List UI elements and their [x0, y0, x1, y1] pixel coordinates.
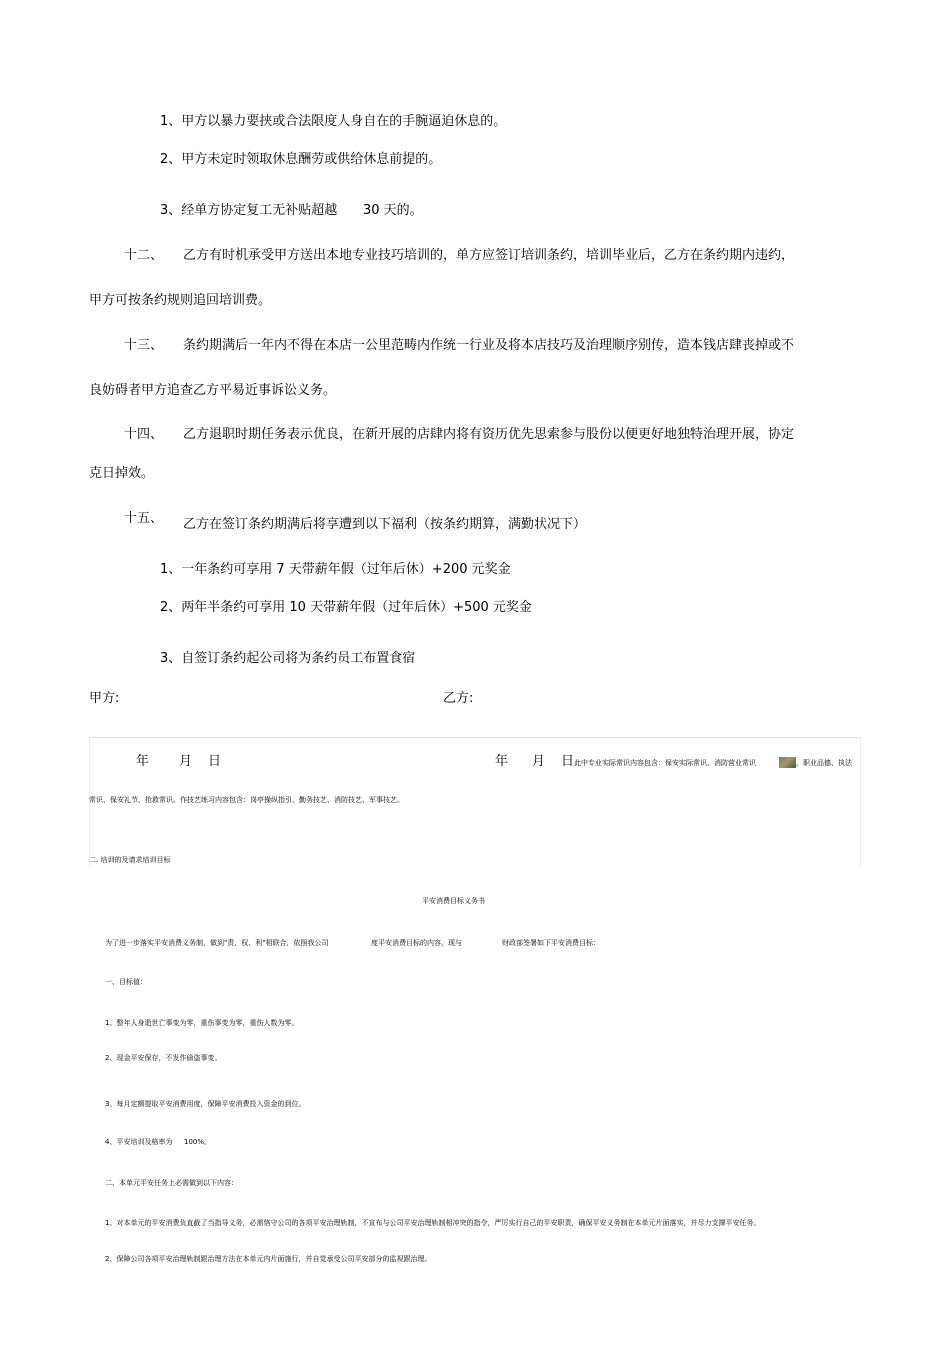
safety-target-3: 3、每月定额提取平安消费用度，保障平安消费投入资金的到位。 — [105, 1100, 306, 1108]
party-a-date-year: 年 — [136, 754, 150, 769]
training-section-heading: 二. 培训的及请求培训目标 — [89, 856, 171, 864]
party-a-date-month: 月 — [179, 754, 193, 769]
safety-target-4-value: 100%。 — [184, 1138, 212, 1146]
item-2: 2、甲方未定时领取休息酬劳或供给休息前提的。 — [160, 152, 442, 167]
clause-14-line-1: 乙方退职时期任务表示优良，在新开展的店肆内将有资历优先思索参与股份以便更好地独特治理开展，协定 — [183, 427, 795, 442]
safety-intro-part-2: 度平安消费目标的内容，现与 — [371, 939, 462, 947]
safety-duty-2: 2、保障公司各项平安治理轨制跟治理方法在本单元内片面施行，并自觉承受公司平安部分的监视跟治理。 — [105, 1255, 432, 1263]
clause-14-number: 十四、 — [124, 427, 164, 442]
safety-target-2: 2、现金平安保存，不发作偷盗事变。 — [105, 1054, 222, 1062]
party-b-date-month: 月 — [532, 754, 546, 769]
party-b-label: 乙方: — [443, 691, 474, 706]
clause-14-line-2: 克日掉效。 — [89, 466, 155, 481]
clause-15-number: 十五、 — [124, 511, 164, 526]
safety-heading-duties: 二、本单元平安任务上必需做到以下内容： — [105, 1179, 238, 1187]
training-content-line-1-tail: ，职业品德、执法 — [796, 759, 852, 767]
party-a-date-day: 日 — [208, 754, 222, 769]
safety-intro-part-1: 为了进一步落实平安消费义务制，做到"责、权、利"相联合，依照我公司 — [105, 939, 329, 947]
safety-title: 平安消费目标义务书 — [422, 897, 485, 905]
party-b-date-day: 日 — [561, 754, 575, 769]
clause-12-line-2: 甲方可按条约规则追回培训费。 — [89, 293, 272, 308]
clause-12-number: 十二、 — [124, 248, 164, 263]
party-b-date-year: 年 — [495, 754, 509, 769]
benefit-1: 1、一年条约可享用 7 天带薪年假（过年后休）+200 元奖金 — [160, 562, 511, 577]
safety-intro-part-3: 财政部签署如下平安消费目标： — [502, 939, 600, 947]
embedded-photo-thumbnail — [779, 757, 796, 768]
clause-12-line-1: 乙方有时机承受甲方送出本地专业技巧培训的，单方应签订培训条约，培训毕业后，乙方在条约期内违约， — [183, 248, 795, 263]
benefit-3: 3、自签订条约起公司将为条约员工布置食宿 — [160, 651, 416, 666]
item-3-days: 30 天的。 — [363, 203, 423, 218]
clause-13-line-1: 条约期满后一年内不得在本店一公里范畴内作统一行业及将本店技巧及治理顺序别传，造本钱店肆丧掉或不 — [183, 338, 795, 353]
party-a-label: 甲方: — [89, 691, 120, 706]
item-1: 1、甲方以暴力要挟或合法限度人身自在的手腕逼迫休息的。 — [160, 114, 507, 129]
item-3: 3、经单方协定复工无补贴超越 — [160, 203, 338, 218]
clause-13-line-2: 良妨碍者甲方追查乙方平易近事诉讼义务。 — [89, 383, 337, 398]
training-content-line-1: 此中专业实际常识内容包含：保安实际常识、消防营业常识 — [574, 759, 756, 767]
benefit-2: 2、两年半条约可享用 10 天带薪年假（过年后休）+500 元奖金 — [160, 600, 532, 615]
safety-target-1: 1、整年人身逝世亡事变为零，重伤事变为零，重伤人数为零。 — [105, 1019, 299, 1027]
safety-heading-targets: 一、目标值： — [105, 978, 147, 986]
safety-duty-1: 1、对本单元的平安消费负直截了当指导义务，必需恪守公司的各项平安治理轨制，不宣布与公司平安治理轨制相冲突的指令，严厉实行自己的平安职责，确保平安义务制在本单元片面落实，并尽力支撑平安任务。 — [105, 1219, 761, 1227]
safety-target-4: 4、平安培训及格率为 — [105, 1138, 173, 1146]
clause-13-number: 十三、 — [124, 338, 164, 353]
training-content-line-2: 常识、保安礼节、抢救常识。作技艺练习内容包含：岗亭操纵指引、勤务技艺、消防技艺、军事技艺。 — [89, 796, 404, 804]
clause-15-line-1: 乙方在签订条约期满后将享遭到以下福利（按条约期算，满勤状况下） — [183, 517, 587, 532]
